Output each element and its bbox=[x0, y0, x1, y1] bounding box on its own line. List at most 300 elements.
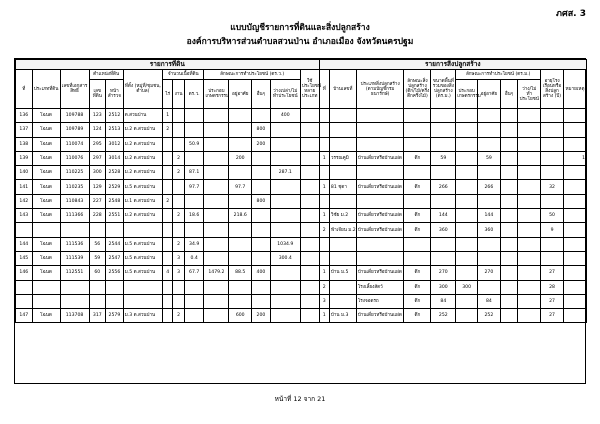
cell-wa: 50.9 bbox=[184, 137, 204, 151]
cell-wa: 0.4 bbox=[184, 251, 204, 265]
table-row bbox=[16, 280, 587, 294]
cell-land-location: ม.2 ต.สวนป่าน bbox=[123, 137, 162, 151]
cell-land-agri: 1479.2 bbox=[204, 266, 229, 280]
cell-wa: 97.7 bbox=[184, 180, 204, 194]
cell-ngan: 2 bbox=[173, 309, 184, 323]
cell-mixed-use bbox=[300, 266, 319, 280]
cell-building-vacant bbox=[518, 151, 541, 165]
cell-remark bbox=[563, 194, 586, 208]
cell-wa bbox=[184, 109, 204, 123]
cell-mixed-use bbox=[300, 151, 319, 165]
page-footer: หน้าที่ 12 จาก 21 bbox=[274, 395, 326, 403]
cell-land-location bbox=[123, 223, 162, 237]
cell-house-no: บ้าน ม.3 bbox=[329, 309, 356, 323]
cell-land-location bbox=[123, 294, 162, 308]
cell-building-no bbox=[319, 137, 329, 151]
cell-survey-page: 2513 bbox=[106, 123, 124, 137]
cell-building-kind: ตึก bbox=[404, 223, 431, 237]
cell-building-kind: ตึก bbox=[404, 151, 431, 165]
cell-land-other: 200 bbox=[252, 137, 271, 151]
cell-building-residence: 59 bbox=[478, 151, 501, 165]
land-section-header: รายการที่ดิน bbox=[16, 60, 320, 70]
cell-land-agri bbox=[204, 166, 229, 180]
cell-building-vacant bbox=[518, 180, 541, 194]
cell-land-other bbox=[252, 151, 271, 165]
cell-ngan bbox=[173, 123, 184, 137]
cell-building-vacant bbox=[518, 109, 541, 123]
col-header-other: อื่นๆ bbox=[252, 80, 271, 109]
cell-rai bbox=[163, 251, 173, 265]
cell-land-vacant bbox=[270, 280, 300, 294]
cell-building-no bbox=[319, 237, 329, 251]
cell-doc-type: โฉนด bbox=[32, 166, 60, 180]
cell-building-residence bbox=[478, 237, 501, 251]
cell-land-agri bbox=[204, 109, 229, 123]
cell-ngan: 3 bbox=[173, 266, 184, 280]
col-header-building-agri: ประกอบเกษตรกรรม bbox=[456, 80, 478, 109]
cell-building-vacant bbox=[518, 280, 541, 294]
cell-land-other bbox=[252, 251, 271, 265]
cell-mixed-use bbox=[300, 194, 319, 208]
col-header-building-other: อื่นๆ bbox=[500, 80, 518, 109]
cell-mixed-use bbox=[300, 251, 319, 265]
cell-building-area bbox=[431, 194, 456, 208]
cell-building-kind bbox=[404, 137, 431, 151]
cell-building-agri bbox=[456, 223, 478, 237]
cell-doc-no: 110843 bbox=[60, 194, 89, 208]
cell-land-vacant: 287.1 bbox=[270, 166, 300, 180]
cell-building-area bbox=[431, 166, 456, 180]
cell-building-type: บ้านเดี่ยวหรือบ้านแฝด bbox=[356, 223, 404, 237]
cell-land-no: 60 bbox=[89, 266, 106, 280]
cell-row-no: 142 bbox=[16, 194, 33, 208]
cell-land-vacant bbox=[270, 137, 300, 151]
cell-doc-no: 110074 bbox=[60, 137, 89, 151]
cell-building-type: โรงเลี้ยงสัตว์ bbox=[356, 280, 404, 294]
cell-land-location: ม.2 ต.สวนป่าน bbox=[123, 209, 162, 223]
cell-land-other bbox=[252, 109, 271, 123]
cell-building-type: บ้านเดี่ยวหรือบ้านแฝด bbox=[356, 266, 404, 280]
table-row bbox=[16, 237, 587, 251]
cell-land-no: 228 bbox=[89, 209, 106, 223]
cell-rai bbox=[163, 223, 173, 237]
cell-building-no: 3 bbox=[319, 294, 329, 308]
cell-building-age: 32 bbox=[541, 180, 564, 194]
cell-remark bbox=[563, 137, 586, 151]
cell-remark bbox=[563, 166, 586, 180]
cell-building-no: 1 bbox=[319, 209, 329, 223]
cell-doc-no: 110076 bbox=[60, 151, 89, 165]
cell-land-location bbox=[123, 280, 162, 294]
cell-remark bbox=[563, 251, 586, 265]
cell-ngan bbox=[173, 180, 184, 194]
cell-land-other bbox=[252, 223, 271, 237]
col-header-residence: อยู่อาศัย bbox=[229, 80, 252, 109]
cell-remark bbox=[563, 309, 586, 323]
cell-mixed-use bbox=[300, 223, 319, 237]
cell-building-other bbox=[500, 194, 518, 208]
cell-survey-page: 3012 bbox=[106, 137, 124, 151]
cell-rai: 1 bbox=[163, 109, 173, 123]
cell-ngan: 2 bbox=[173, 237, 184, 251]
cell-land-residence: 97.7 bbox=[229, 180, 252, 194]
cell-remark bbox=[563, 180, 586, 194]
cell-doc-type: โฉนด bbox=[32, 194, 60, 208]
cell-building-kind: ตึก bbox=[404, 280, 431, 294]
cell-building-residence bbox=[478, 109, 501, 123]
cell-ngan: 2 bbox=[173, 209, 184, 223]
cell-rai: 2 bbox=[163, 194, 173, 208]
cell-building-kind bbox=[404, 109, 431, 123]
cell-building-area: 144 bbox=[431, 209, 456, 223]
cell-wa bbox=[184, 151, 204, 165]
cell-land-agri bbox=[204, 123, 229, 137]
cell-house-no bbox=[329, 166, 356, 180]
col-header-land-no: เลขที่ดิน bbox=[89, 80, 106, 109]
cell-land-residence bbox=[229, 294, 252, 308]
cell-land-location: ม.1 ต.สวนป่าน bbox=[123, 194, 162, 208]
cell-land-other bbox=[252, 237, 271, 251]
cell-land-residence bbox=[229, 166, 252, 180]
cell-house-no bbox=[329, 237, 356, 251]
cell-doc-type: โฉนด bbox=[32, 237, 60, 251]
cell-building-agri bbox=[456, 209, 478, 223]
cell-building-no: 1 bbox=[319, 151, 329, 165]
cell-doc-type: โฉนด bbox=[32, 209, 60, 223]
cell-ngan bbox=[173, 223, 184, 237]
cell-rai bbox=[163, 294, 173, 308]
cell-building-no bbox=[319, 166, 329, 180]
cell-mixed-use bbox=[300, 280, 319, 294]
cell-mixed-use bbox=[300, 123, 319, 137]
cell-row-no bbox=[16, 280, 33, 294]
cell-land-agri bbox=[204, 180, 229, 194]
cell-building-vacant bbox=[518, 251, 541, 265]
cell-building-other bbox=[500, 151, 518, 165]
cell-ngan bbox=[173, 194, 184, 208]
cell-rai bbox=[163, 309, 173, 323]
cell-land-no: 59 bbox=[89, 251, 106, 265]
cell-building-vacant bbox=[518, 194, 541, 208]
cell-building-other bbox=[500, 209, 518, 223]
cell-building-type: บ้านเดี่ยวหรือบ้านแฝด bbox=[356, 151, 404, 165]
cell-building-vacant bbox=[518, 123, 541, 137]
cell-remark bbox=[563, 237, 586, 251]
cell-building-residence: 84 bbox=[478, 294, 501, 308]
cell-building-age: 28 bbox=[541, 280, 564, 294]
building-section-header: รายการสิ่งปลูกสร้าง bbox=[319, 60, 586, 70]
cell-rai: 4 bbox=[163, 266, 173, 280]
cell-building-residence bbox=[478, 123, 501, 137]
cell-ngan: 3 bbox=[173, 251, 184, 265]
cell-land-residence bbox=[229, 280, 252, 294]
cell-building-other bbox=[500, 180, 518, 194]
cell-building-age bbox=[541, 237, 564, 251]
table-row bbox=[16, 251, 587, 265]
cell-land-agri bbox=[204, 151, 229, 165]
table-row bbox=[16, 223, 587, 237]
cell-land-residence bbox=[229, 109, 252, 123]
cell-survey-page: 2556 bbox=[106, 266, 124, 280]
cell-building-residence: 266 bbox=[478, 180, 501, 194]
cell-doc-type: โฉนด bbox=[32, 251, 60, 265]
table-row bbox=[16, 123, 587, 137]
cell-building-other bbox=[500, 166, 518, 180]
table-row bbox=[16, 209, 587, 223]
cell-wa: 34.9 bbox=[184, 237, 204, 251]
cell-building-type bbox=[356, 109, 404, 123]
cell-land-agri bbox=[204, 251, 229, 265]
cell-survey-page bbox=[106, 223, 124, 237]
cell-building-area: 266 bbox=[431, 180, 456, 194]
cell-land-no: 227 bbox=[89, 194, 106, 208]
cell-remark bbox=[563, 209, 586, 223]
cell-building-agri bbox=[456, 180, 478, 194]
cell-land-agri bbox=[204, 209, 229, 223]
cell-row-no: 141 bbox=[16, 180, 33, 194]
cell-building-type: บ้านเดี่ยวหรือบ้านแฝด bbox=[356, 209, 404, 223]
cell-building-age: 9 bbox=[541, 223, 564, 237]
cell-building-vacant bbox=[518, 266, 541, 280]
table-row bbox=[16, 294, 587, 308]
cell-doc-no bbox=[60, 294, 89, 308]
table-row bbox=[16, 309, 587, 323]
col-header-building-vacant: ว่าง/ไม่ทำประโยชน์ bbox=[518, 80, 541, 109]
cell-land-vacant bbox=[270, 309, 300, 323]
cell-building-agri bbox=[456, 194, 478, 208]
cell-building-other bbox=[500, 280, 518, 294]
cell-land-vacant bbox=[270, 123, 300, 137]
cell-building-residence bbox=[478, 194, 501, 208]
cell-building-area: 84 bbox=[431, 294, 456, 308]
cell-mixed-use bbox=[300, 166, 319, 180]
cell-building-agri bbox=[456, 294, 478, 308]
cell-building-kind: ตึก bbox=[404, 209, 431, 223]
cell-land-residence: 200 bbox=[229, 151, 252, 165]
cell-row-no: 146 bbox=[16, 266, 33, 280]
cell-row-no: 145 bbox=[16, 251, 33, 265]
cell-building-agri bbox=[456, 251, 478, 265]
col-header-remark: หมายเหตุ bbox=[563, 70, 586, 109]
cell-building-area: 360 bbox=[431, 223, 456, 237]
cell-land-vacant bbox=[270, 151, 300, 165]
cell-doc-no: 110235 bbox=[60, 180, 89, 194]
cell-land-location: ม.2 ต.สวนป่าน bbox=[123, 151, 162, 165]
cell-row-no: 140 bbox=[16, 166, 33, 180]
cell-remark bbox=[563, 266, 586, 280]
cell-mixed-use bbox=[300, 294, 319, 308]
cell-building-kind: ตึก bbox=[404, 294, 431, 308]
cell-survey-page: 2548 bbox=[106, 194, 124, 208]
col-header-doc-type: ประเภทที่ดิน bbox=[32, 70, 60, 109]
cell-doc-no: 113708 bbox=[60, 309, 89, 323]
col-header-doc-no: เลขที่เอกสารสิทธิ์ bbox=[60, 70, 89, 109]
cell-mixed-use bbox=[300, 237, 319, 251]
cell-building-age: 27 bbox=[541, 309, 564, 323]
cell-land-other: 200 bbox=[252, 309, 271, 323]
cell-land-vacant bbox=[270, 266, 300, 280]
cell-building-residence: 360 bbox=[478, 223, 501, 237]
cell-doc-type: โฉนด bbox=[32, 109, 60, 123]
cell-survey-page: 2579 bbox=[106, 309, 124, 323]
cell-building-no: 1 bbox=[319, 309, 329, 323]
cell-land-no: 56 bbox=[89, 237, 106, 251]
cell-land-location: ม.5 ต.สวนป่าน bbox=[123, 251, 162, 265]
cell-building-vacant bbox=[518, 223, 541, 237]
cell-building-no bbox=[319, 194, 329, 208]
cell-doc-no bbox=[60, 223, 89, 237]
cell-doc-no: 111366 bbox=[60, 209, 89, 223]
cell-survey-page: 2512 bbox=[106, 109, 124, 123]
cell-building-other bbox=[500, 309, 518, 323]
cell-wa: 18.6 bbox=[184, 209, 204, 223]
land-building-table-frame bbox=[14, 58, 586, 384]
cell-land-other bbox=[252, 209, 271, 223]
cell-survey-page: 2547 bbox=[106, 251, 124, 265]
col-header-vacant: ว่างเปล่า/ไม่ทำประโยชน์ bbox=[270, 80, 300, 109]
cell-building-kind bbox=[404, 166, 431, 180]
cell-rai bbox=[163, 237, 173, 251]
cell-ngan bbox=[173, 294, 184, 308]
cell-doc-type: โฉนด bbox=[32, 180, 60, 194]
cell-rai bbox=[163, 137, 173, 151]
document-title: แบบบัญชีรายการที่ดินและสิ่งปลูกสร้าง bbox=[230, 23, 370, 33]
cell-land-agri bbox=[204, 280, 229, 294]
table-row bbox=[16, 137, 587, 151]
cell-building-age bbox=[541, 251, 564, 265]
cell-survey-page: 3014 bbox=[106, 151, 124, 165]
cell-doc-no: 112551 bbox=[60, 266, 89, 280]
cell-building-residence bbox=[478, 166, 501, 180]
cell-wa bbox=[184, 123, 204, 137]
cell-building-area: 59 bbox=[431, 151, 456, 165]
cell-building-vacant bbox=[518, 137, 541, 151]
cell-building-area bbox=[431, 137, 456, 151]
cell-building-agri bbox=[456, 166, 478, 180]
cell-building-type bbox=[356, 251, 404, 265]
cell-land-other: 800 bbox=[252, 194, 271, 208]
col-header-house-no: บ้านเลขที่ bbox=[329, 70, 356, 109]
cell-row-no: 136 bbox=[16, 109, 33, 123]
cell-doc-type bbox=[32, 223, 60, 237]
cell-building-vacant bbox=[518, 166, 541, 180]
cell-house-no bbox=[329, 194, 356, 208]
cell-house-no: ฟ้าเจียน ม.2 bbox=[329, 223, 356, 237]
cell-ngan bbox=[173, 109, 184, 123]
cell-wa: 87.1 bbox=[184, 166, 204, 180]
cell-land-residence bbox=[229, 194, 252, 208]
col-header-rai: ไร่ bbox=[163, 80, 173, 109]
document-code: ภศส. 3 bbox=[556, 9, 586, 19]
cell-land-location: ม.5 ต.สวนป่าน bbox=[123, 237, 162, 251]
cell-building-area bbox=[431, 123, 456, 137]
cell-house-no bbox=[329, 137, 356, 151]
cell-house-no bbox=[329, 123, 356, 137]
cell-wa bbox=[184, 194, 204, 208]
cell-building-other bbox=[500, 251, 518, 265]
cell-survey-page: 2544 bbox=[106, 237, 124, 251]
cell-building-age: 50 bbox=[541, 209, 564, 223]
cell-rai bbox=[163, 180, 173, 194]
cell-wa bbox=[184, 280, 204, 294]
col-header-building-area: ขนาดพื้นที่รวมของสิ่งปลูกสร้าง (ตร.ม.) bbox=[431, 70, 456, 109]
cell-remark bbox=[563, 123, 586, 137]
table-body bbox=[16, 109, 587, 323]
cell-survey-page bbox=[106, 280, 124, 294]
cell-land-vacant bbox=[270, 194, 300, 208]
cell-wa: 67.7 bbox=[184, 266, 204, 280]
col-group-location: ตำแหน่งที่ดิน bbox=[89, 70, 123, 80]
cell-house-no: 81 ชุดา bbox=[329, 180, 356, 194]
cell-building-area bbox=[431, 251, 456, 265]
cell-mixed-use bbox=[300, 309, 319, 323]
cell-land-other bbox=[252, 180, 271, 194]
cell-doc-no bbox=[60, 280, 89, 294]
cell-building-agri bbox=[456, 109, 478, 123]
col-header-survey-page: หน้าสำรวจ bbox=[106, 80, 124, 109]
cell-building-age bbox=[541, 137, 564, 151]
cell-rai bbox=[163, 151, 173, 165]
cell-land-other bbox=[252, 166, 271, 180]
cell-building-type bbox=[356, 137, 404, 151]
cell-land-no: 124 bbox=[89, 123, 106, 137]
cell-doc-no: 111539 bbox=[60, 251, 89, 265]
cell-row-no: 137 bbox=[16, 123, 33, 137]
cell-building-no bbox=[319, 123, 329, 137]
cell-building-type bbox=[356, 166, 404, 180]
cell-row-no: 147 bbox=[16, 309, 33, 323]
cell-house-no: วรรณคูมิ bbox=[329, 151, 356, 165]
cell-rai bbox=[163, 166, 173, 180]
cell-survey-page: 2529 bbox=[106, 180, 124, 194]
col-header-building-residence: อยู่อาศัย bbox=[478, 80, 501, 109]
cell-building-residence: 270 bbox=[478, 266, 501, 280]
cell-land-agri bbox=[204, 294, 229, 308]
col-group-building-use: ลักษณะการทำประโยชน์ (ตร.ม.) bbox=[456, 70, 541, 80]
cell-building-other bbox=[500, 223, 518, 237]
cell-land-location: ต.สวนป่าน bbox=[123, 109, 162, 123]
cell-house-no: บ้าน ม.5 bbox=[329, 266, 356, 280]
cell-rai bbox=[163, 280, 173, 294]
cell-land-vacant bbox=[270, 209, 300, 223]
cell-land-agri bbox=[204, 309, 229, 323]
cell-building-no: 1 bbox=[319, 266, 329, 280]
cell-building-area bbox=[431, 109, 456, 123]
land-building-table bbox=[15, 59, 587, 323]
cell-land-residence bbox=[229, 123, 252, 137]
cell-land-agri bbox=[204, 237, 229, 251]
cell-land-location: ม.2 ต.สวนป่าน bbox=[123, 123, 162, 137]
cell-ngan: 2 bbox=[173, 166, 184, 180]
table-row bbox=[16, 180, 587, 194]
col-group-land-use: ลักษณะการทำประโยชน์ (ตร.ว.) bbox=[204, 70, 300, 80]
cell-building-age: 27 bbox=[541, 266, 564, 280]
cell-land-vacant: 1034.9 bbox=[270, 237, 300, 251]
cell-land-residence bbox=[229, 137, 252, 151]
cell-land-no: 123 bbox=[89, 109, 106, 123]
cell-land-no bbox=[89, 223, 106, 237]
cell-building-kind: ตึก bbox=[404, 309, 431, 323]
cell-house-no bbox=[329, 251, 356, 265]
cell-building-no bbox=[319, 251, 329, 265]
cell-rai: 2 bbox=[163, 123, 173, 137]
col-header-building-type: ประเภทสิ่งปลูกสร้าง (ตามบัญชีกรมธนารักษ์) bbox=[356, 70, 404, 109]
cell-land-vacant: 300.4 bbox=[270, 251, 300, 265]
cell-building-type bbox=[356, 123, 404, 137]
cell-remark bbox=[563, 294, 586, 308]
cell-land-agri bbox=[204, 137, 229, 151]
cell-land-agri bbox=[204, 223, 229, 237]
